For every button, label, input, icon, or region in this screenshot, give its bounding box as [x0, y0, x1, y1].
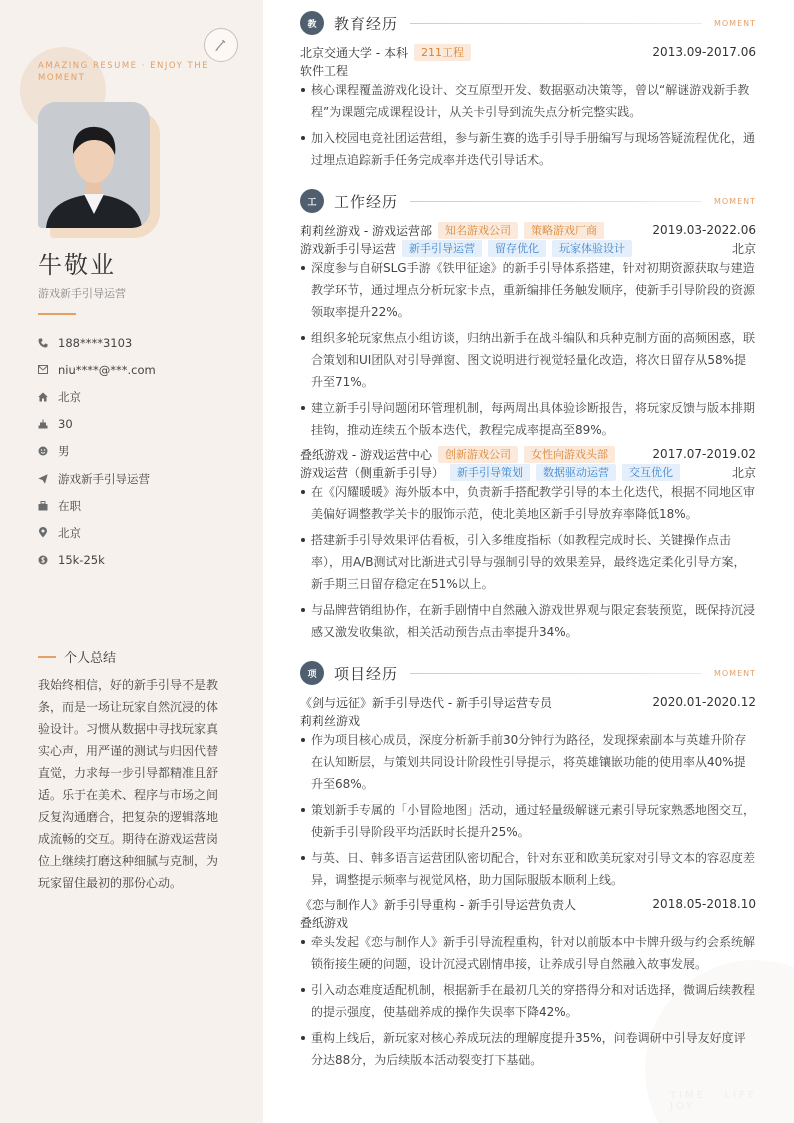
summary-title-text: 个人总结	[64, 651, 117, 666]
company-tag: 女性向游戏头部	[524, 446, 615, 463]
work-entry-header	[300, 221, 756, 239]
info-gender	[38, 438, 238, 465]
summary-heading	[38, 647, 116, 666]
info-intent	[38, 465, 238, 492]
job-title: 游戏新手引导运营	[38, 287, 126, 300]
info-age	[38, 411, 238, 438]
info-salary	[38, 547, 238, 574]
section-header-projects	[300, 660, 756, 686]
info-text: 188****3103	[58, 335, 133, 350]
skill-tag: 留存优化	[488, 240, 546, 257]
section-moment-label: MOMENT	[713, 668, 756, 678]
work-bullets	[300, 257, 756, 445]
pen-icon[interactable]	[204, 28, 238, 62]
skill-tag: 数据驱动运营	[536, 464, 616, 481]
section-header-education	[300, 10, 756, 36]
work-date: 2019.03-2022.06	[652, 223, 756, 237]
company-name: 叠纸游戏 - 游戏运营中心	[300, 447, 432, 462]
project-date: 2020.01-2020.12	[652, 695, 756, 709]
home-icon	[38, 392, 58, 402]
bullet-item: 策划新手专属的「小冒险地图」活动，通过轻量级解谜元素引导玩家熟悉地图交互，使新手引导阶段平均活跃时长提升25%。	[300, 799, 756, 843]
info-text: 男	[58, 444, 70, 459]
skill-tag: 新手引导运营	[402, 240, 482, 257]
gender-icon	[38, 446, 58, 456]
skill-tag: 交互优化	[622, 464, 680, 481]
project-bullets	[300, 931, 756, 1075]
company-tag: 创新游戏公司	[438, 446, 518, 463]
info-text: 游戏新手引导运营	[58, 471, 150, 486]
major: 软件工程	[300, 63, 349, 78]
section-badge: 教	[300, 11, 324, 35]
role-name: 游戏运营（侧重新手引导）	[300, 465, 445, 480]
section-title: 项目经历	[334, 664, 399, 683]
work-entry-header	[300, 445, 756, 463]
sidebar	[0, 0, 263, 1123]
section-divider	[410, 23, 702, 24]
section-title: 工作经历	[334, 192, 399, 211]
work-date: 2017.07-2019.02	[652, 447, 756, 461]
info-text: 北京	[58, 389, 81, 404]
avatar	[38, 102, 150, 228]
bullet-item: 在《闪耀暖暖》海外版本中，负责新手搭配教学引导的本土化迭代，根据不同地区审美偏好调整教学关卡的服饰示范，使北美地区新手引导放弃率降低18%。	[300, 481, 756, 525]
info-text: 在职	[58, 498, 81, 513]
watermark: TIME · LIFE · JOY	[670, 1090, 770, 1112]
project-bullets	[300, 729, 756, 895]
school-tag: 211工程	[414, 44, 471, 61]
info-home	[38, 383, 238, 410]
project-date: 2018.05-2018.10	[652, 897, 756, 911]
bullet-item: 引入动态难度适配机制，根据新手在最初几关的穿搭得分和对话选择，微调后续教程的提示强度，使基础养成的操作失误率下降42%。	[300, 979, 756, 1023]
person-name: 牛敬业	[38, 251, 116, 279]
bullet-item: 组织多轮玩家焦点小组访谈，归纳出新手在战斗编队和兵种克制方面的高频困惑，联合策划和UI团队对引导弹窗、图文说明进行视觉轻量化改造，将次日留存从58%提升至71%。	[300, 327, 756, 393]
email-icon	[38, 365, 58, 374]
section-header-work	[300, 188, 756, 214]
info-text: niu****@***.com	[58, 362, 156, 377]
section-title: 教育经历	[334, 14, 399, 33]
project-company-row	[300, 711, 756, 729]
bullet-item: 建立新手引导问题闭环管理机制，每两周出具体验诊断报告，将玩家反馈与版本排期挂钩，推动连续五个版本迭代，教程完成率提高至89%。	[300, 397, 756, 441]
bullet-item: 与品牌营销组协作，在新手剧情中自然融入游戏世界观与限定套装预览，既保持沉浸感又激发收集欲，相关活动预告点击率提升34%。	[300, 599, 756, 643]
project-company: 莉莉丝游戏	[300, 713, 361, 728]
section-badge: 项	[300, 661, 324, 685]
education-major-row	[300, 61, 756, 79]
skill-tag: 新手引导策划	[450, 464, 530, 481]
section-moment-label: MOMENT	[713, 196, 756, 206]
work-city: 北京	[731, 465, 756, 480]
contact-info-list	[38, 329, 238, 574]
bullet-item: 牵头发起《恋与制作人》新手引导流程重构，针对以前版本中卡牌升级与约会系统解锁衔接生硬的问题，设计沉浸式剧情串接，让养成引导自然融入故事发展。	[300, 931, 756, 975]
bullet-item: 核心课程覆盖游戏化设计、交互原型开发、数据驱动决策等，曾以“解谜游戏新手教程”为课题完成课程设计，从关卡引导到流失点分析完整实践。	[300, 79, 756, 123]
bullet-item: 与英、日、韩多语言运营团队密切配合，针对东亚和欧美玩家对引导文本的容忍度差异，调整提示频率与视觉风格，助力国际服版本顺利上线。	[300, 847, 756, 891]
info-text: 15k-25k	[58, 553, 105, 568]
role-name: 游戏新手引导运营	[300, 241, 397, 256]
bullet-item: 搭建新手引导效果评估看板，引入多维度指标（如教程完成时长、关键操作点击率），用A/B测试对比渐进式引导与强制引导的效果差异，最终选定柔化引导方案，新手期三日留存稳定在51%以上。	[300, 529, 756, 595]
project-company-row	[300, 913, 756, 931]
info-text: 30	[58, 417, 73, 432]
company-name: 莉莉丝游戏 - 游戏运营部	[300, 223, 432, 238]
bullet-item: 作为项目核心成员，深度分析新手前30分钟行为路径，发现探索副本与英雄升阶存在认知断层，与策划共同设计阶段性引导提示，将英雄镶嵌功能的使用率从40%提升至68%。	[300, 729, 756, 795]
info-phone	[38, 329, 238, 356]
briefcase-icon	[38, 501, 58, 511]
education-entry-header	[300, 43, 756, 61]
salary-icon	[38, 555, 58, 565]
summary-text: 我始终相信，好的新手引导不是教条，而是一场让玩家自然沉浸的体验设计。习惯从数据中寻找玩家真实心声，用严谨的测试与归因代替直觉，力求每一步引导都精准且舒适。乐于在美术、程序与市场之间反复沟通磨合，把复杂的逻辑落地成流畅的交互。期待在游戏运营岗位上继续打磨这种细腻与克制，为玩家留住最初的那份心动。	[38, 678, 219, 890]
company-tag: 策略游戏厂商	[524, 222, 604, 239]
section-divider	[410, 201, 702, 202]
work-role-row	[300, 463, 756, 481]
tagline: AMAZING RESUME · ENJOY THE MOMENT	[38, 61, 209, 83]
location-icon	[38, 527, 58, 538]
project-entry-header	[300, 895, 756, 913]
section-moment-label: MOMENT	[713, 18, 756, 28]
phone-icon	[38, 338, 58, 348]
section-divider	[410, 673, 702, 674]
bullet-item: 重构上线后，新玩家对核心养成玩法的理解度提升35%，问卷调研中引导友好度评分达88分，为后续版本活动裂变打下基础。	[300, 1027, 756, 1071]
work-role-row	[300, 239, 756, 257]
info-location	[38, 519, 238, 546]
bullet-item: 深度参与自研SLG手游《铁甲征途》的新手引导体系搭建，针对初期资源获取与建造教学环节，通过埋点分析玩家卡点，重新编排任务触发顺序，使新手引导阶段的资源领取率提升22%。	[300, 257, 756, 323]
school-name: 北京交通大学 - 本科	[300, 45, 408, 60]
info-status	[38, 492, 238, 519]
company-tag: 知名游戏公司	[438, 222, 518, 239]
send-icon	[38, 474, 58, 484]
divider	[38, 313, 76, 315]
skill-tag: 玩家体验设计	[552, 240, 632, 257]
work-bullets	[300, 481, 756, 647]
info-text: 北京	[58, 525, 81, 540]
info-email	[38, 356, 238, 383]
section-badge: 工	[300, 189, 324, 213]
heading-dash	[38, 656, 56, 658]
bullet-item: 加入校园电竞社团运营组，参与新生赛的选手引导手册编写与现场答疑流程优化，通过埋点追踪新手任务完成率并迭代引导话术。	[300, 127, 756, 171]
cake-icon	[38, 419, 58, 429]
project-entry-header	[300, 693, 756, 711]
education-date: 2013.09-2017.06	[652, 45, 756, 59]
project-company: 叠纸游戏	[300, 915, 349, 930]
project-name: 《剑与远征》新手引导迭代 - 新手引导运营专员	[300, 695, 552, 710]
project-name: 《恋与制作人》新手引导重构 - 新手引导运营负责人	[300, 897, 576, 912]
work-city: 北京	[731, 241, 756, 256]
education-bullets	[300, 79, 756, 175]
